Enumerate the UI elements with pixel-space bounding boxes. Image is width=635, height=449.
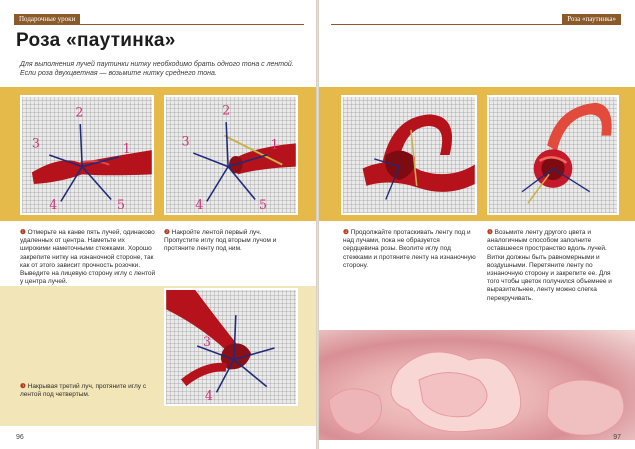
photo-band-right <box>319 87 635 221</box>
photo-label-1: 1 <box>270 137 279 153</box>
step5-caption <box>487 229 621 303</box>
photo-label-4: 4 <box>49 197 58 213</box>
step1-text: Отмерьте на канве пять лучей, одинаково удаленных от центра. Наметьте их широкими наметочными стежками. Хорошо закрепите нитку на изнаночной стороне, так как от этого зависит прочность розочки. Выведите на лицевую сторону иглу с лентой у центра лучей. <box>20 229 156 286</box>
step3-photo <box>164 288 298 406</box>
step4-caption <box>343 229 477 270</box>
page-number-right: 97 <box>613 434 621 441</box>
step3-text: Накрывая третий луч, протяните иглу с лентой под четвертым. <box>20 383 147 399</box>
step2-number: ❷ <box>164 229 170 236</box>
photo-band-left <box>0 87 316 221</box>
photo-label-1: 1 <box>122 141 131 157</box>
photo-label-3: 3 <box>181 133 190 149</box>
photo-label-2: 2 <box>222 102 231 118</box>
step1-caption <box>20 229 156 286</box>
step2-photo <box>164 95 298 215</box>
step4-text: Продолжайте протаскивать ленту под и над лучами, пока не образуется сердцевина розы. Вколите иглу под стежками и протяните ленту на изнаночную сторону. <box>343 229 476 269</box>
photo-label-4: 4 <box>195 197 204 213</box>
right-page <box>319 0 635 449</box>
step2-caption <box>164 229 296 254</box>
page-number-left: 96 <box>16 434 24 441</box>
step5-text: Возьмите ленту другого цвета и аналогичным способом заполните оставшееся пространство вдоль лучей. Витки должны быть равномерными и воздушными. Перетяните ленту по изнаночную сторону и закрепите ее. Для того чтобы цветок получился объемнее и выразительнее, ленту можно слегка перекручивать. <box>487 229 612 302</box>
intro-text: Для выполнения лучей паутинки нитку необходимо брать одного тона с лентой. Если роза двухцветная — возьмите нитку среднего тона. <box>20 61 294 77</box>
step5-number: ❺ <box>487 229 493 236</box>
photo-label-5: 5 <box>259 197 268 213</box>
step3-caption <box>20 383 158 399</box>
left-page <box>0 0 316 449</box>
step1-number: ❶ <box>20 229 26 236</box>
photo-label-5: 5 <box>116 197 125 213</box>
finished-roses-photo <box>319 330 635 440</box>
header-rule <box>331 24 621 25</box>
photo-label-3: 3 <box>31 135 40 151</box>
step4-photo <box>341 95 477 215</box>
step3-number: ❸ <box>20 383 26 390</box>
step2-text: Накройте лентой первый луч. Пропустите иглу под вторым лучом и протяните ленту под ним. <box>164 229 277 253</box>
step5-photo <box>487 95 619 215</box>
photo-label-4: 4 <box>204 388 213 404</box>
page-title: Роза «паутинка» <box>16 30 176 51</box>
photo-label-3: 3 <box>202 334 211 350</box>
step1-photo <box>20 95 154 215</box>
running-header-left: Подарочные уроки <box>14 14 80 25</box>
header-rule <box>14 24 304 25</box>
step4-number: ❹ <box>343 229 349 236</box>
running-header-right: Роза «паутинка» <box>562 14 621 25</box>
photo-label-2: 2 <box>75 104 84 120</box>
